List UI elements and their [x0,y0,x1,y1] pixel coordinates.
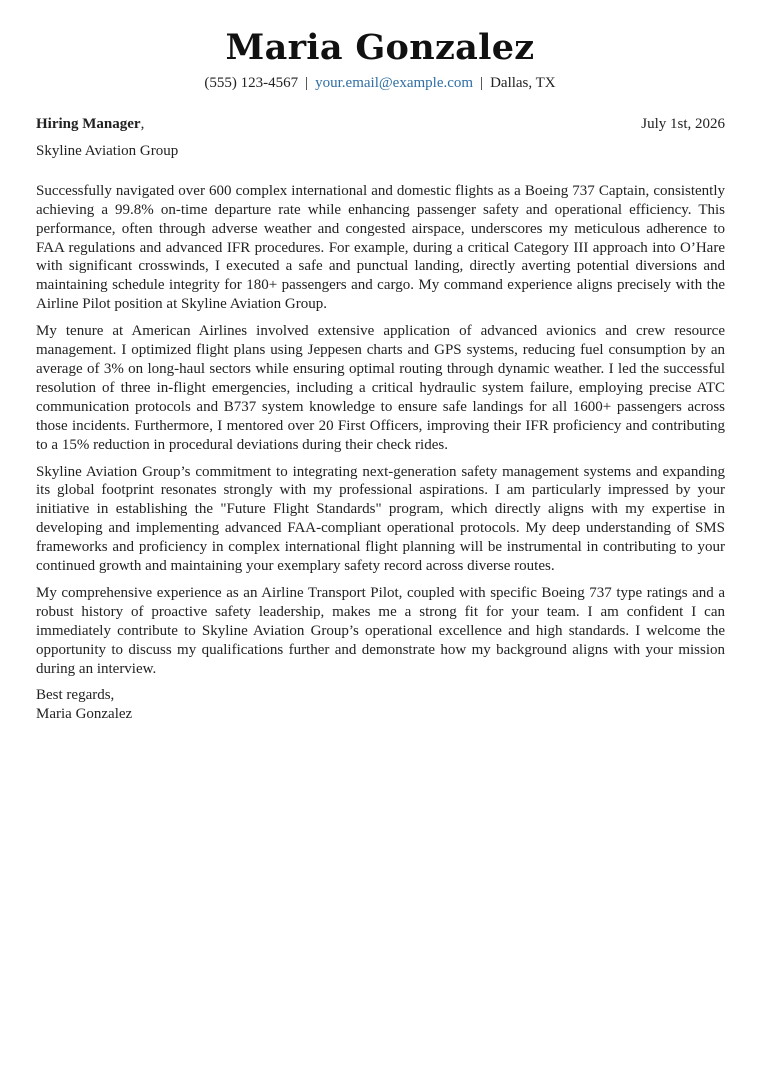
contact-separator: | [305,75,309,91]
paragraph-3: Skyline Aviation Group’s commitment to integrating next-generation safety management systems and expanding its global footprint resonates strongly with my professional aspirations. I am particularly impressed by your initiative in establishing the "Future Flight Standards" program, which directly aligns with my expertise in developing and implementing advanced FAA-compliant operational protocols. My deep understanding of SMS frameworks and proficiency in complex international flight planning will be instrumental in contributing to your continued growth and maintaining your exemplary safety record across diverse routes. [36,463,725,575]
contact-line [0,74,760,92]
email-link[interactable]: your.email@example.com [315,75,474,91]
phone-number: (555) 123-4567 [204,75,299,91]
recipient-line [36,115,144,134]
contact-separator: | [480,75,484,91]
paragraph-1: Successfully navigated over 600 complex international and domestic flights as a Boeing 737 Captain, consistently achieving a 99.8% on-time departure rate while enhancing passenger safety and operational efficiency. This performance, often through adverse weather and congested airspace, underscores my meticulous adherence to FAA regulations and advanced IFR procedures. For example, during a critical Category III approach into O’Hare with significant crosswinds, I executed a safe and punctual landing, directly averting potential diversions and maintaining schedule integrity for 180+ passengers and cargo. My command experience aligns precisely with the Airline Pilot position at Skyline Aviation Group. [36,182,725,313]
recipient-punct: , [140,116,145,132]
closing-signature: Maria Gonzalez [36,706,133,723]
recipient-date-row [36,115,725,134]
recipient-company: Skyline Aviation Group [36,142,179,159]
paragraph-2: My tenure at American Airlines involved extensive application of advanced avionics and crew resource management. I optimized flight plans using Jeppesen charts and GPS systems, reducing fuel consumption by an average of 3% on long-haul sectors while ensuring optimal routing through dynamic weather. I led the successful resolution of three in-flight emergencies, including a critical hydraulic system failure, employing precise ATC communication protocols and B737 system knowledge to ensure safe landings for all 1600+ passengers across those incidents. Furthermore, I mentored over 20 First Officers, improving their IFR proficiency and contributing to a 15% reduction in procedural deviations during their check rides. [36,323,725,453]
letter-date: July 1st, 2026 [641,116,725,132]
sender-name: Maria Gonzalez [225,27,535,68]
closing-block [36,686,725,724]
letter-body [36,115,725,724]
letter-header [0,28,760,92]
location: Dallas, TX [490,75,556,91]
closing-salutation: Best regards, [36,687,115,704]
paragraph-4: My comprehensive experience as an Airline Transport Pilot, coupled with specific Boeing 737 type ratings and a robust history of proactive safety leadership, makes me a strong fit for your team. I am confident I can immediately contribute to Skyline Aviation Group’s operational excellence and high standards. I welcome the opportunity to discuss my qualifications further and demonstrate how my background aligns with your mission during an interview. [36,584,725,677]
recipient-title: Hiring Manager [36,116,141,132]
